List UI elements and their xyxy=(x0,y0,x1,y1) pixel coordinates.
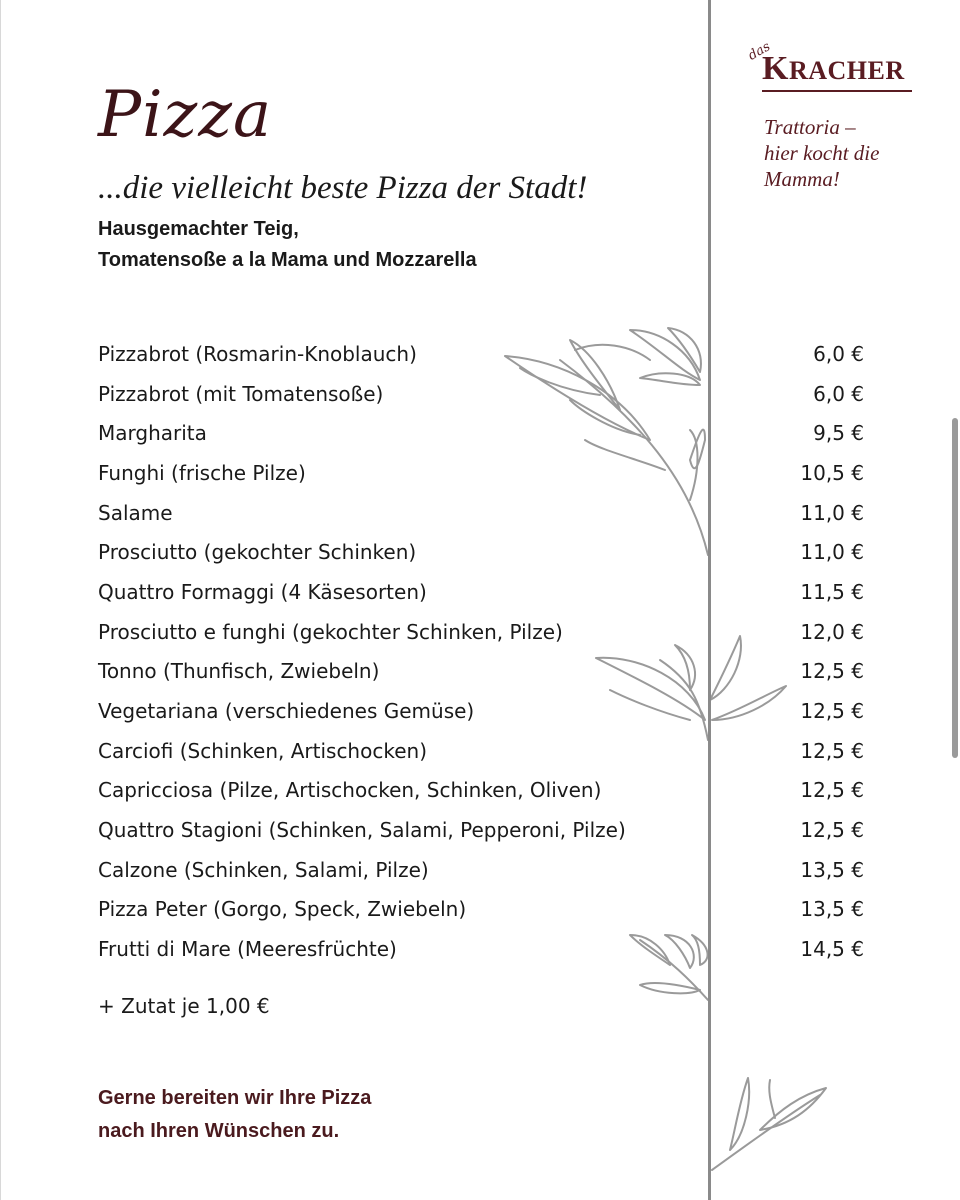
menu-item-name: Prosciutto (gekochter Schinken) xyxy=(98,540,417,565)
menu-item-price: 6,0 € xyxy=(813,381,864,406)
menu-item-name: Capricciosa (Pilze, Artischocken, Schinken, Oliven) xyxy=(98,778,602,803)
footer-line: nach Ihren Wünschen zu. xyxy=(98,1120,340,1142)
menu-item-price: 11,0 € xyxy=(800,540,864,565)
menu-item xyxy=(98,572,866,612)
logo-name xyxy=(762,50,905,88)
brand-tagline xyxy=(764,114,879,192)
page-subtitle: ...die vielleicht beste Pizza der Stadt! xyxy=(98,170,588,206)
menu-item xyxy=(98,334,866,374)
menu-item xyxy=(98,691,866,731)
menu-item xyxy=(98,890,866,930)
menu-item-price: 12,5 € xyxy=(800,738,864,763)
tagline-line: Mamma! xyxy=(764,167,840,191)
menu-item-price: 11,0 € xyxy=(800,500,864,525)
menu-list xyxy=(98,334,866,969)
menu-item-price: 12,5 € xyxy=(800,659,864,684)
menu-item-price: 14,5 € xyxy=(800,937,864,962)
menu-item-name: Pizzabrot (Rosmarin-Knoblauch) xyxy=(98,341,417,366)
extra-ingredient-note: + Zutat je 1,00 € xyxy=(98,994,270,1018)
menu-item-price: 6,0 € xyxy=(813,341,864,366)
menu-item-price: 9,5 € xyxy=(813,421,864,446)
menu-item-price: 12,0 € xyxy=(800,619,864,644)
menu-item-name: Quattro Stagioni (Schinken, Salami, Pepperoni, Pilze) xyxy=(98,818,626,843)
menu-item-price: 13,5 € xyxy=(800,897,864,922)
menu-item-name: Pizza Peter (Gorgo, Speck, Zwiebeln) xyxy=(98,897,467,922)
menu-item xyxy=(98,771,866,811)
tagline-line: Trattoria – xyxy=(764,115,856,139)
menu-item xyxy=(98,413,866,453)
tagline-line: hier kocht die xyxy=(764,141,880,165)
menu-item xyxy=(98,810,866,850)
menu-item-name: Margharita xyxy=(98,421,207,446)
menu-item xyxy=(98,652,866,692)
menu-item xyxy=(98,731,866,771)
menu-item-name: Frutti di Mare (Meeresfrüchte) xyxy=(98,937,397,962)
menu-item-name: Pizzabrot (mit Tomatensoße) xyxy=(98,381,384,406)
menu-item-name: Quattro Formaggi (4 Käsesorten) xyxy=(98,579,427,604)
footer-line: Gerne bereiten wir Ihre Pizza xyxy=(98,1087,372,1109)
menu-item-name: Vegetariana (verschiedenes Gemüse) xyxy=(98,699,475,724)
logo-name-rest: RACHER xyxy=(788,56,905,85)
menu-item-name: Prosciutto e funghi (gekochter Schinken, Pilze) xyxy=(98,619,563,644)
menu-item xyxy=(98,612,866,652)
menu-item-price: 12,5 € xyxy=(800,778,864,803)
scrollbar-thumb[interactable] xyxy=(952,418,958,758)
menu-item-name: Salame xyxy=(98,500,173,525)
menu-item xyxy=(98,929,866,969)
footer-note xyxy=(98,1082,371,1148)
menu-item-price: 13,5 € xyxy=(800,857,864,882)
menu-item-name: Tonno (Thunfisch, Zwiebeln) xyxy=(98,659,380,684)
menu-item-name: Funghi (frische Pilze) xyxy=(98,460,306,485)
page-title: Pizza xyxy=(98,78,273,152)
menu-item xyxy=(98,532,866,572)
menu-item-price: 12,5 € xyxy=(800,818,864,843)
menu-item xyxy=(98,374,866,414)
menu-item-name: Carciofi (Schinken, Artischocken) xyxy=(98,738,427,763)
menu-item-price: 11,5 € xyxy=(800,579,864,604)
intro-text xyxy=(98,214,477,276)
menu-item xyxy=(98,850,866,890)
menu-item-price: 12,5 € xyxy=(800,699,864,724)
menu-item xyxy=(98,493,866,533)
logo-prefix: das xyxy=(745,39,773,64)
intro-line: Hausgemachter Teig, xyxy=(98,218,299,240)
brand-logo xyxy=(745,39,928,100)
logo-underline xyxy=(762,90,912,92)
menu-item-name: Calzone (Schinken, Salami, Pilze) xyxy=(98,857,429,882)
logo-name-initial: K xyxy=(762,50,789,87)
menu-item xyxy=(98,453,866,493)
menu-item-price: 10,5 € xyxy=(800,460,864,485)
intro-line: Tomatensoße a la Mama und Mozzarella xyxy=(98,249,477,271)
